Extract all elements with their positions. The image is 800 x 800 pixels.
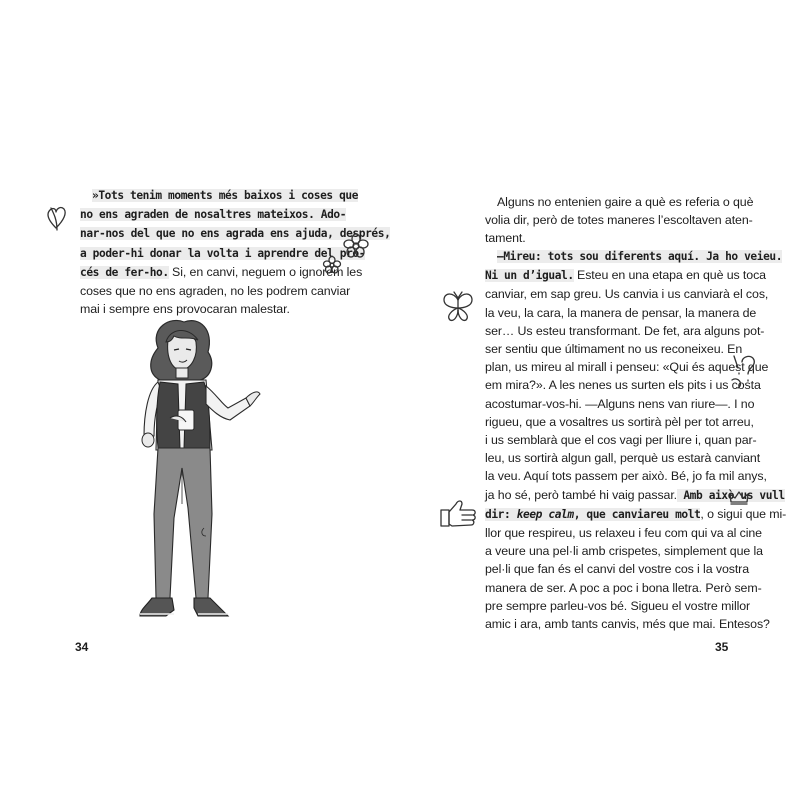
text-run: , o sigui que mi- xyxy=(700,506,787,521)
text-run: la veu. Aquí tots passem per això. Bé, jo fa mil anys, xyxy=(485,469,767,484)
text-line xyxy=(485,505,787,524)
text-line xyxy=(485,542,763,560)
text-run: leu, us sortirà algun gall, perquè us estarà canviant xyxy=(485,451,761,466)
text-run: a veure una pel·li amb crispetes, simplement que la xyxy=(485,544,763,559)
text-line xyxy=(485,358,769,376)
text-run: la veu, la cara, la manera de pensar, la manera de xyxy=(485,305,757,320)
text-run: Si, en canvi, neguem o ignorem les xyxy=(168,264,363,279)
left-paragraph xyxy=(80,186,391,318)
highlighted-text: keep calm xyxy=(510,507,574,521)
text-line xyxy=(485,304,757,322)
text-line xyxy=(485,413,754,431)
highlighted-text: cés de fer-ho. xyxy=(80,265,169,279)
text-line xyxy=(80,205,347,224)
text-line xyxy=(485,467,767,485)
butterfly-doodle xyxy=(440,290,476,324)
text-line xyxy=(80,263,363,282)
text-line: tament. xyxy=(485,231,526,246)
text-run: pel·li que fan és el canvi del vostre cos i la vostra xyxy=(485,562,749,577)
crown-doodle xyxy=(728,490,750,506)
question-marks-doodle xyxy=(728,350,762,390)
highlighted-text: »Tots tenim moments més baixos i coses que xyxy=(92,189,359,202)
text-line xyxy=(80,282,351,300)
highlighted-text: no ens agraden de nosaltres mateixos. Ado- xyxy=(80,208,347,222)
text-run: rigueu, que a vosaltres us sortirà pèl per tot arreu, xyxy=(485,414,754,429)
highlighted-text: —Mireu: tots sou diferents aquí. Ja ho veieu. xyxy=(497,250,783,263)
text-run: manera de ser. A poc a poc i bona lletra. Però sem- xyxy=(485,580,762,595)
text-line xyxy=(485,322,765,340)
text-line xyxy=(80,300,315,318)
text-line xyxy=(485,579,762,597)
right-paragraph-1 xyxy=(485,193,754,248)
girl-illustration xyxy=(130,318,270,624)
highlighted-text: dir: xyxy=(485,507,511,521)
text-line xyxy=(485,247,783,266)
heart-doodle xyxy=(44,200,70,234)
text-run: mai i sempre ens provocaran malestar. xyxy=(80,302,290,317)
text-run: ser… Us esteu transformant. De fet, ara alguns pot- xyxy=(485,323,765,338)
text-line xyxy=(485,266,766,285)
text-line xyxy=(485,486,785,505)
text-run: Esteu en una etapa en què us toca xyxy=(573,268,766,283)
highlighted-text: a poder-hi donar la volta i aprendre del pro- xyxy=(80,246,366,260)
text-run: llor que respireu, us relaxeu i feu com qui va al cine xyxy=(485,526,762,541)
text-run: amic i ara, amb tants canvis, més que mai. Entesos? xyxy=(485,617,770,632)
thumbs-up-doodle xyxy=(438,496,480,530)
text-run: ja ho sé, però també hi vaig passar. xyxy=(485,487,678,502)
highlighted-text: , que canviareu molt xyxy=(573,507,701,521)
right-paragraph-2 xyxy=(485,247,787,633)
text-line xyxy=(80,224,391,243)
text-line xyxy=(485,340,743,358)
text-line xyxy=(485,431,757,449)
highlighted-text: nar-nos del que no ens agrada ens ajuda, després, xyxy=(80,227,391,241)
text-line xyxy=(80,244,366,263)
text-line xyxy=(485,560,749,578)
page-number-left: 34 xyxy=(75,640,89,654)
flower-doodle xyxy=(318,232,374,278)
text-run: i us semblarà que el cos vagi per lliure i, quan par- xyxy=(485,433,757,448)
highlighted-text: Amb això us vull xyxy=(677,488,785,502)
text-line: Alguns no entenien gaire a què es referia o què xyxy=(497,195,754,209)
text-run: coses que no ens agraden, no les podrem canviar xyxy=(80,284,351,299)
text-run: pre sempre parleu-vos bé. Sigueu el vostre millor xyxy=(485,598,751,613)
highlighted-text: Ni un d’igual. xyxy=(485,269,574,283)
text-line xyxy=(485,395,755,413)
text-line xyxy=(485,597,751,615)
text-run: ser sentiu que últimament no us reconeixeu. En xyxy=(485,342,743,357)
page-number-right: 35 xyxy=(715,640,729,654)
text-line xyxy=(485,285,769,303)
text-line: volia dir, però de totes maneres l’escoltaven aten- xyxy=(485,213,753,228)
text-line xyxy=(485,615,770,633)
text-run: plan, us mireu al mirall i penseu: «Qui és aquest que xyxy=(485,360,769,375)
text-run: acostumar-vos-hi. —Alguns nens van riure—. I no xyxy=(485,396,755,411)
text-line xyxy=(485,449,761,467)
text-run: em mira?». A les nenes us surten els pits i us costa xyxy=(485,378,761,393)
text-line xyxy=(485,524,762,542)
text-line xyxy=(485,376,761,394)
right-page xyxy=(400,0,800,800)
text-run: canviar, em sap greu. Us canvia i us canviarà el cos, xyxy=(485,287,769,302)
text-line xyxy=(80,186,359,205)
